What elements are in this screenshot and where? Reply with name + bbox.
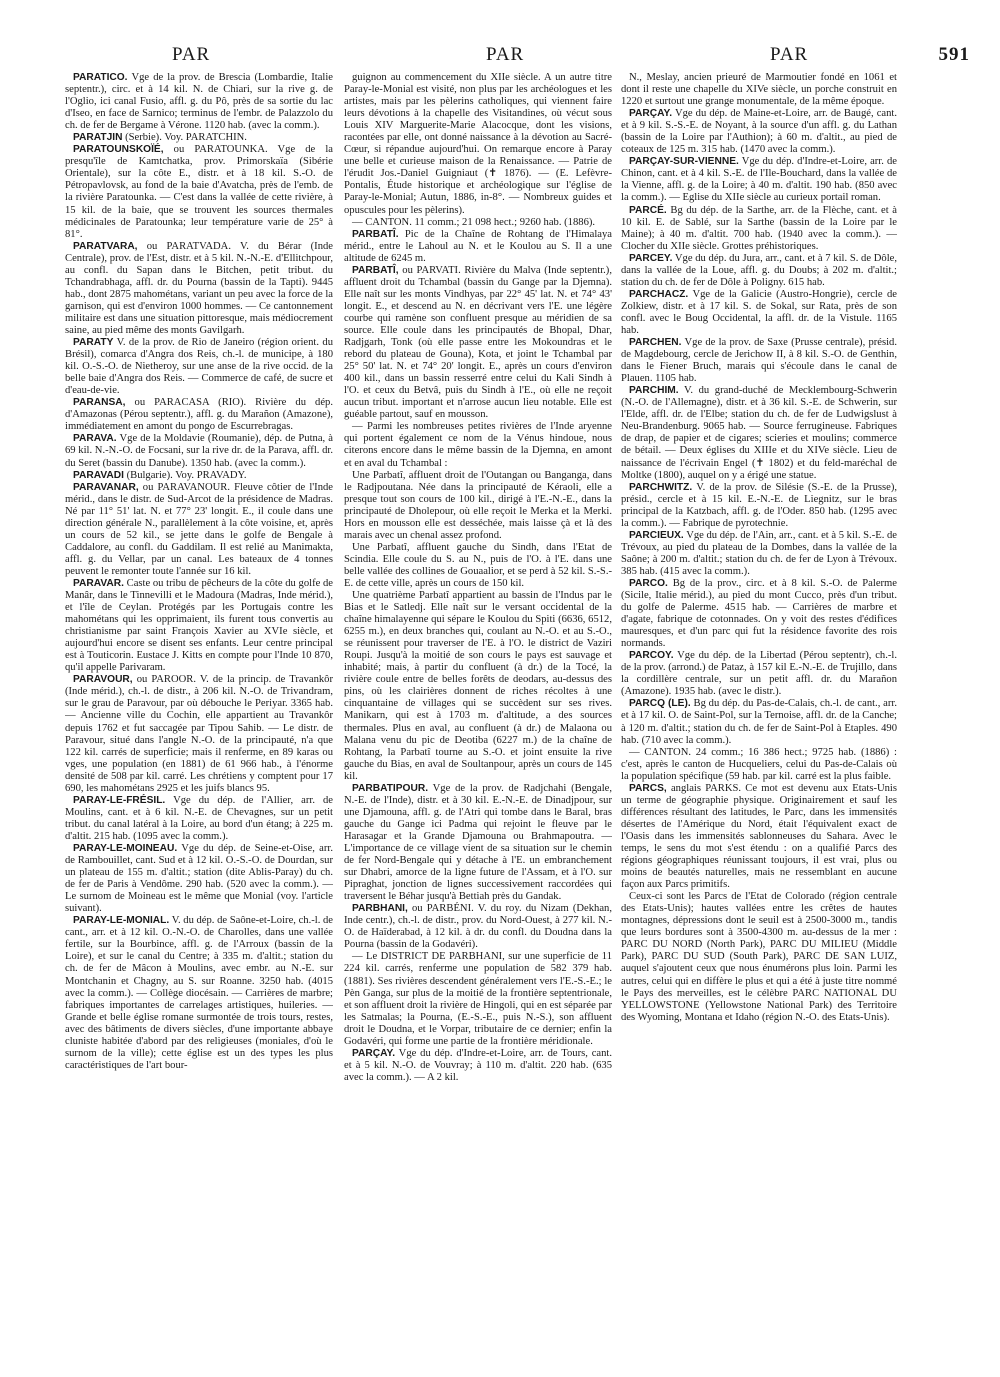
dictionary-entry bbox=[621, 650, 897, 698]
entry-headword: PARBATIPOUR. bbox=[352, 782, 429, 794]
dictionary-entry bbox=[621, 698, 897, 746]
entry-text: Une Parbatî, affluent droit de l'Outangan ou Banganga, dans le Radjpoutana. Née dans la principauté de Kéraoli, elle a presque tout son cours de 100 kil., dirigé à l'E.-N.-E., dans la principauté de Dholepour, où elle reçoit le Merka et la Merki. Hors en mousson elle est desséchée, mais laisse çà et là des marais avec un chenal assez profond. bbox=[344, 469, 612, 541]
entry-headword: PARCIEUX. bbox=[629, 529, 684, 541]
entry-text: V. de la prov. de Silésie (S.-E. de la Prusse), présid., cercle et à 15 kil. E.-N.-E. de Liegnitz, sur le bras principal de la Katzbach, affl. g. de l'Oder. 850 hab. (1295 avec la comm.). — Fabrique de pyrotechnie. bbox=[621, 481, 897, 529]
entry-text: — Parmi les nombreuses petites rivières de l'Inde aryenne qui portent également ce nom de la Vénus hindoue, nous citerons encore dans le même bassin de la Djemna, en amont et en aval du Tchambal : bbox=[344, 421, 612, 469]
entry-headword: PARCS, bbox=[629, 782, 667, 794]
entry-text: Vge du dép. de l'Allier, arr. de Moulins, cant. et à 6 kil. N.-E. de Chevagnes, sur un petit tribut. du canal latéral à la Loire, au bord d'un étang; à 225 m. d'altit. 215 hab. (1095 avec la comm.). bbox=[65, 794, 333, 842]
entry-text: Une Parbatî, affluent gauche du Sindh, dans l'Etat de Scindia. Elle coule du S. au N., puis de l'O. à l'E. dans une belle vallée des collines de Gouaalior, et se perd à 52 kil. S.-S.-E. de cette ville, après un cours de 150 kil. bbox=[344, 541, 612, 589]
dictionary-entry bbox=[65, 795, 333, 843]
header-center: PAR bbox=[486, 44, 525, 65]
dictionary-entry bbox=[344, 542, 612, 590]
dictionary-entry bbox=[621, 891, 897, 1024]
entry-text: ou PARBÉNI. V. du roy. du Nizam (Dekhan, Inde centr.), ch.-l. de distr., prov. du Nord-Ouest, à 277 kil. N.-O. de Haïderabad, à 12 kil. à dr. du confl. du Doudna dans la Pourna (bassin de la Godavéri). bbox=[344, 903, 612, 951]
entry-headword: PARAVANAR, bbox=[73, 481, 139, 493]
dictionary-entry bbox=[621, 530, 897, 578]
entry-text: Vge de la prov. de Brescia (Lombardie, Italie septentr.), circ. et à 14 kil. N. de Chiari, sur la rive g. de l'Oglio, ici canal Fusio, affl. g. du Pô, près de sa sortie du lac d'Iseo, en face de Sarnico; terminus de l'embr. de Palazzolo du ch. de fer de Bergame à Vérone. 1120 hab. (avec la comm.). bbox=[65, 72, 333, 132]
entry-text: ou PAROOR. V. de la princip. de Travankôr (Inde mérid.), ch.-l. de distr., à 206 kil. N.-O. de Trivandram, sur le grau de Paravour, par où débouche le Periyar. 3365 hab. — Ancienne ville du Cochin, elle appartient au Travankôr depuis 1762 et fut saccagée par Tipou Sahib. — Le distr. de Paravour, situé dans l'angle N.-O. de la principauté, n'a que 122 kil. carrés de superficie; mais il renferme, en 89 karas ou vges, une population (en 1881) de 61 966 hab., à l'énorme densité de 508 par kil. carré. Les chrétiens y comptent pour 17 690, les mahométans 2925 et les juifs blancs 95. bbox=[65, 674, 333, 794]
dictionary-entry bbox=[344, 265, 612, 422]
entry-headword: PARCÉ. bbox=[629, 204, 667, 216]
entry-headword: PARATY bbox=[73, 337, 114, 349]
entry-headword: PARBATÎ. bbox=[352, 228, 399, 240]
dictionary-entry bbox=[621, 747, 897, 783]
dictionary-entry bbox=[65, 674, 333, 794]
entry-text: Vge de la Galicie (Austro-Hongrie), cercle de Zolkiew, distr. et à 17 kil. S. de Sokal, sur Rata, près de son confl. avec le Boug Occidental, la affl. dr. de la Vistule. 1165 hab. bbox=[621, 288, 897, 336]
entry-headword: PARCHIM. bbox=[629, 385, 679, 397]
dictionary-entry bbox=[621, 482, 897, 530]
dictionary-entry bbox=[65, 397, 333, 433]
dictionary-entry bbox=[344, 72, 612, 217]
entry-headword: PARAVAR. bbox=[73, 577, 124, 589]
dictionary-entry bbox=[344, 903, 612, 951]
entry-text: (Serbie). Voy. PARATCHIN. bbox=[125, 132, 247, 144]
entry-headword: PARCEY. bbox=[629, 252, 673, 264]
entry-headword: PARBATÎ, bbox=[352, 264, 399, 276]
page-number: 591 bbox=[938, 44, 970, 65]
entry-text: (Bulgarie). Voy. PRAVADY. bbox=[126, 469, 247, 481]
entry-headword: PARATVARA, bbox=[73, 240, 138, 252]
entry-headword: PARCHWITZ. bbox=[629, 481, 693, 493]
entry-text: Bg du dép. du Pas-de-Calais, ch.-l. de cant., arr. et à 17 kil. O. de Saint-Pol, sur la Ternoise, affl. dr. de la Canche; à 120 m. d'altit.; station du ch. de fer de Saint-Pol à Etaples. 490 hab. (710 avec la comm.). bbox=[621, 698, 897, 746]
dictionary-entry bbox=[65, 241, 333, 337]
dictionary-entry bbox=[65, 132, 333, 144]
column-2 bbox=[344, 72, 612, 1368]
dictionary-entry bbox=[344, 217, 612, 229]
dictionary-entry bbox=[621, 578, 897, 650]
entry-headword: PARÇAY. bbox=[352, 1047, 396, 1059]
entry-headword: PARÇAY. bbox=[629, 108, 673, 120]
running-header bbox=[64, 44, 970, 74]
entry-headword: PARÇAY-SUR-VIENNE. bbox=[629, 156, 739, 168]
entry-text: Pic de la Chaîne de Rohtang de l'Himalaya mérid., entre le Lahoul au N. et le Koulou au S. Il a une altitude de 6245 m. bbox=[344, 228, 612, 264]
entry-text: V. du dép. de Saône-et-Loire, ch.-l. de cant., arr. et à 12 kil. O.-N.-O. de Charolles, dans une vallée fertile, sur la Bourbince, affl. g. de l'Arroux (bassin de la Loire), et sur le canal du Centre; à 335 m. d'altit.; station du ch. de fer de Mâcon à Moulins, avec embr. au N.-E. sur Montchanin et Chagny, au S. sur Roanne. 3250 hab. (4015 avec la comm.). — Collège diocésain. — Carrières de marbre; fabriques importantes de carrelages artistiques, huileries. — Grande et belle église romane surmontée de trois tours, restes, avec des bâtiments de divers siècles, d'une importante abbaye cluniste habitée d'abord par des religieuses (moniales, d'où le surnom de la ville); cette église est un des types les plus caractéristiques de l'art bour- bbox=[65, 915, 333, 1071]
entry-headword: PARAY-LE-FRÉSIL. bbox=[73, 794, 166, 806]
entry-headword: PARAVA. bbox=[73, 433, 117, 445]
dictionary-entry bbox=[344, 1048, 612, 1084]
dictionary-entry bbox=[621, 72, 897, 108]
entry-text: ou PARACASA (RIO). Rivière du dép. d'Amazonas (Pérou septentr.), affl. g. du Marañon (Amazone), immédiatement en amont du pongo de Escurrebragas. bbox=[65, 397, 333, 433]
dictionary-entry bbox=[65, 578, 333, 674]
entry-text: ou PARATOUNKA. Vge de la presqu'île de Kamtchatka, prov. Primorskaïa (Sibérie Orientale), sur la côte E., distr. et à 18 kil. S.-O. de Pétropavlovsk, au fond de la baie d'Avatcha, près de l'emb. de la rivière Paratounka. — C'est dans la vallée de cette rivière, à 15 kil. de la baie, que se trouvent les sources thermales médicinales de Paratounka; leur température varie de 25° à 81°. bbox=[65, 144, 333, 240]
dictionary-entry bbox=[65, 470, 333, 482]
entry-headword: PARAY-LE-MONIAL. bbox=[73, 915, 170, 927]
entry-headword: PARCOY. bbox=[629, 650, 674, 662]
entry-text: ou PARATVADA. V. du Bérar (Inde Centrale), prov. de l'Est, distr. et à 5 kil. N.-N.-E. d'Ellitchpour, au confl. du Sapan dans le Bitchen, petit tribut. du Tchandrabhaga, affl. dr. du Pourna (bassin de la Tapti). 9445 hab., dont 2875 mahométans, variant un peu avec la force de la garnison, qui est d'environ 1000 hommes. — Ce cantonnement militaire est dans une situation pittoresque, mais médiocrement saine, au pied même des monts Gavilgarh. bbox=[65, 240, 333, 336]
dictionary-entry bbox=[344, 590, 612, 783]
dictionary-entry bbox=[65, 433, 333, 469]
entry-text: — CANTON. 24 comm.; 16 386 hect.; 9725 hab. (1886) : c'est, après le canton de Hucqueliers, celui du Pas-de-Calais où la population spécifique (59 hab. par kil. carré est la plus faible. bbox=[621, 746, 897, 782]
entry-headword: PARCHACZ. bbox=[629, 288, 689, 300]
dictionary-entry bbox=[65, 337, 333, 397]
dictionary-entry bbox=[621, 289, 897, 337]
entry-text: Bg de la prov., circ. et à 8 kil. S.-O. de Palerme (Sicile, Italie mérid.), au pied du mont Cucco, près d'un tribut. du golfe de Palerme. 4515 hab. — Carrières de marbre et d'agate, fabrique de cotonnades. On y voit des restes d'édifices mauresques, et d'un parc qui fut la résidence favorite des rois normands. bbox=[621, 577, 897, 650]
entry-text: ou PARVATI. Rivière du Malva (Inde septentr.), affluent droit du Tchambal (bassin du Gange par la Djemna). Elle naît sur les monts Vindhyas, par 22° 45' lat. N. et 74° 43' longit. E., et descend au N. en décrivant vers l'E. une légère courbe qui ramène son confluent presque au méridien de sa source. Elle coule dans les principautés de Bhopal, Dhar, Radjgarh, Tonk (où elle passe entre les Mokoundras et le rebord du plateau de Gouna), Kota, et joint le Tchambal par 25° 50' lat. N. et 74° 20' longit. E., après un cours d'environ 400 kil., dans un bassin resserré entre celui du Kali Sindh à l'O. et ceux du Betvâ, puis du Sindh à l'E., où elle ne reçoit aucun tribut. important et n'arrose aucun lieu notable. Elle est guéable partout, sauf en mousson. bbox=[344, 264, 612, 421]
dictionary-entry bbox=[344, 421, 612, 469]
entry-headword: PARATJIN bbox=[73, 132, 123, 144]
entry-headword: PARANSA, bbox=[73, 397, 126, 409]
dictionary-entry bbox=[621, 108, 897, 156]
entry-text: Vge de la Moldavie (Roumanie), dép. de Putna, à 69 kil. N.-N.-O. de Focsani, sur la rive dr. de la Parava, affl. dr. du Seret (bassin du Danube). 1350 hab. (avec la comm.). bbox=[65, 433, 333, 469]
entry-headword: PARATICO. bbox=[73, 72, 128, 83]
entry-headword: PARAY-LE-MOINEAU. bbox=[73, 843, 178, 854]
entry-text: Bg du dép. de la Sarthe, arr. de la Flèche, cant. et à 10 kil. E. de Sablé, sur la Sarthe (bassin de la Loire par le Maine); à 40 m. d'altit. 700 hab. (1940 avec la comm.). — Clocher du XIIe siècle. Grottes préhistoriques. bbox=[621, 204, 897, 252]
header-left: PAR bbox=[172, 44, 211, 65]
dictionary-entry bbox=[344, 229, 612, 265]
dictionary-entry bbox=[621, 337, 897, 385]
entry-text: Vge du dép. de Seine-et-Oise, arr. de Rambouillet, cant. Sud et à 12 kil. O.-S.-O. de Dourdan, sur un plateau de 155 m. d'altit.; station (dite Ablis-Paray) du ch. de fer de Paris à Vendôme. 290 hab. (520 avec la comm.). — Le surnom de Moineau est le même que Monial (voy. l'article suivant). bbox=[65, 843, 333, 915]
entry-text: Ceux-ci sont les Parcs de l'Etat de Colorado (région centrale des Etats-Unis); hautes vallées entre les crêtes de hautes montagnes, dépressions dont le seuil est à 2500-3000 m., tandis que leurs bordures sont à 3500-4300 m. au-dessus de la mer : PARC DU NORD (North Park), PARC DU MILIEU (Middle Park), PARC DU SUD (South Park), PARC DE SAN LUIZ, auquel s'ajoutent ceux que nous énumérons plus loin. Parmi les autres, celui qui en diffère le plus et qui a été à juste titre nommé le Pays des merveilles, est le célèbre PARC NATIONAL DU YELLOWSTONE (Yellowstone National Park) des Territoire des Wyoming, Montana et Idaho (région N.-O. des Etats-Unis). bbox=[621, 891, 897, 1023]
dictionary-entry bbox=[344, 951, 612, 1047]
entry-text: Vge de la prov. de Radjchahi (Bengale, N.-E. de l'Inde), distr. et à 30 kil. E.-N.-E. de Dinadjpour, sur une Djamouna, affl. g. de l'Atri qui tombe dans le Baral, bras gauche du Gange ici Padma qui rejoint le fleuve par le Harasagar et la Grande Djamouna ou Brahmapoutra. — L'importance de ce village vient de sa situation sur le chemin de fer Nord-Bengale qui y détache à l'E. un embranchement sur Dhabri, amorce de la ligne future de l'Assam, et à l'O. sur Pipraghat, jonction de lignes successivement raccordées qui traversent le Béhar jusqu'à Bettiah près du Gandak. bbox=[344, 782, 612, 903]
entry-text: Vge de la prov. de Saxe (Prusse centrale), présid. de Magdebourg, cercle de Jerichow II, à 8 kil. S.-O. de Genthin, dans le Fiener Bruch, marais qui s'écoule dans le canal de Plauen. 1105 hab. bbox=[621, 337, 897, 385]
entry-text: Une quatrième Parbatî appartient au bassin de l'Indus par le Bias et le Satledj. Elle naît sur le versant occidental de la chaîne himalayenne qui sépare le Koulou du Spiti (6636, 6512, 6255 m.), en deux branches qui, coulant au N.-O. et au S.-O., se réunissent pour traverser de l'E. à l'O. le district de Vaziri Roupi. Jusqu'à la moitié de son cours le pays est sauvage et inhabité; mais, à partir du confluent (à dr.) de la Tocé, la rivière coule entre de belles forêts de deodars, au-dessus des pins, où les clairières donnent de riches récoltes à une cinquantaine de villages qui se succèdent sur ses rives. Manikarn, qui est à 1703 m. d'altitude, a des sources thermales. Plus en aval, au confluent (à dr.) de Malaona ou Malana venu du pic de Deotiba (6227 m.) de la chaîne de Rohtang, la Parbatî tourne au S.-O. et joint ensuite la rive gauche du Bias, en aval de Soultanpour, après un cours de 145 kil. bbox=[344, 590, 612, 782]
entry-text: N., Meslay, ancien prieuré de Marmoutier fondé en 1061 et dont il reste une chapelle du XIVe siècle, un porche construit en 1220 et surtout une grange monumentale, de la même époque. bbox=[621, 72, 897, 108]
dictionary-entry bbox=[621, 385, 897, 481]
entry-text: — Le DISTRICT DE PARBHANI, sur une superficie de 11 224 kil. carrés, renferme une population de 582 379 hab. (1881). Ses rivières descendent généralement vers l'E.-S.-E.; le Pèn Ganga, sur plus de la moitié de la frontière septentrionale, et son affluent droit la rivière de Hingoli, qui en est séparée par les Satmalas; la Pourna, (E.-S.-E., puis N.-S.), son affluent droit le Doudna, et le Vorpar, tributaire de ce dernier; enfin la Godavéri, qui forme une partie de la frontière méridionale. bbox=[344, 951, 612, 1047]
entry-text: Vge du dép. d'Indre-et-Loire, arr. de Tours, cant. et à 5 kil. N.-O. de Vouvray; à 110 m. d'altit. 220 hab. (635 avec la comm.). — A 2 kil. bbox=[344, 1047, 612, 1083]
entry-headword: PARAVOUR, bbox=[73, 674, 133, 686]
header-right: PAR bbox=[770, 44, 809, 65]
dictionary-entry bbox=[344, 470, 612, 542]
dictionary-entry bbox=[621, 253, 897, 289]
dictionary-entry bbox=[65, 482, 333, 578]
dictionary-entry bbox=[65, 915, 333, 1072]
entry-text: Vge du dép. de Maine-et-Loire, arr. de Baugé, cant. et à 9 kil. S.-S.-E. de Noyant, à la source d'un affl. g. du Lathan (bassin de la Loire par l'Authion); à 60 m. d'altit., au pied de coteaux de 125 m. 315 hab. (1470 avec la comm.). bbox=[621, 108, 897, 156]
entry-text: ou PARAVANOUR. Fleuve côtier de l'Inde mérid., dans le distr. de Sud-Arcot de la présidence de Madras. Né par 11° 51' lat. N. et 77° 23' longit. E., il coule dans une direction générale N., parallèlement à la côte voisine, et, après un cours de 52 kil., se jette dans le golfe de Bengale à Caddalore, au confl. du Gaddilam. Il est relié au Manimakta, affl. g. du Vellar, par un canal. Les bateaux de 4 tonnes peuvent le remonter toute l'année sur 16 kil. bbox=[65, 481, 333, 577]
column-1 bbox=[65, 72, 333, 1368]
entry-headword: PARCHEN. bbox=[629, 337, 682, 349]
entry-headword: PARBHANI, bbox=[352, 903, 408, 915]
dictionary-entry bbox=[65, 144, 333, 240]
entry-text: anglais PARKS. Ce mot est devenu aux Etats-Unis un terme de géographie physique. Originairement et sauf les différences résultant des latitudes, le Parc, dans les immensités désertes de l'Amérique du Nord, était l'équivalent exact de l'Oasis dans les immensités sablonneuses du Sahara. Avec le temps, le sens du mot s'est étendu : on a qualifié Parcs des régions géographiques réunissant toujours, il est vrai, plus ou moins de beautés naturelles, mais ne ressemblant en aucune façon aux Parcs primitifs. bbox=[621, 782, 897, 891]
dictionary-entry bbox=[65, 72, 333, 132]
entry-headword: PARCQ (LE). bbox=[629, 698, 691, 710]
dictionary-entry bbox=[621, 205, 897, 253]
entry-text: Vge du dép. de la Libertad (Pérou septentr), ch.-l. de la prov. (arrond.) de Pataz, à 157 kil E.-N.-E. de Trujillo, dans la cordillère centrale, sur un petit affl. dr. du Marañon (Amazone). 1935 hab. (avec le distr.). bbox=[621, 650, 897, 698]
entry-text: V. de la prov. de Rio de Janeiro (région orient. du Brésil), comarca d'Angra dos Reis, ch.-l. de municipe, à 180 kil. O.-S.-O. de Nietheroy, sur une anse de la rive occid. de la belle baie d'Angra dos Reis. — Commerce de café, de sucre et d'eau-de-vie. bbox=[65, 337, 333, 397]
entry-headword: PARAVADI bbox=[73, 469, 124, 481]
column-3 bbox=[621, 72, 897, 1368]
entry-text: — CANTON. 11 comm.; 21 098 hect.; 9260 hab. (1886). bbox=[352, 216, 596, 228]
dictionary-entry bbox=[65, 843, 333, 915]
entry-text: Caste ou tribu de pêcheurs de la côte du golfe de Manâr, dans le Tinnevilli et le Madoura (Madras, Inde mérid.), et l'île de Ceylan. Protégés par les Portugais contre les mahométans qui les opprimaient, ils furent tous convertis au christianisme par saint François Xavier au XVIe siècle, et aujourd'hui encore se disent ses enfants. Leur centre principal est à Touticorin. Eustace J. Kitts en compte pour l'Inde 10 870, qu'il appelle Parivaram. bbox=[65, 577, 333, 674]
dictionary-entry bbox=[344, 783, 612, 903]
entry-text: V. du grand-duché de Mecklembourg-Schwerin (N.-O. de l'Allemagne), distr. et à 36 kil. S.-E. de Schwerin, sur l'Elde, affl. dr. de l'Elbe; station du ch. de fer de Ludwigslust à Neu-Brandenburg. 9065 hab. — Source ferrugineuse. Fabriques de drap, de papier et de cigares; scieries et moulins; commerce de bétail. — Deux églises du XIIIe et du XIVe siècle. Lieu de naissance de l'écrivain Engel (✝ 1802) et du feld-maréchal de Moltke (1800), auquel on y a érigé une statue. bbox=[621, 385, 897, 481]
dictionary-entry bbox=[621, 156, 897, 204]
dictionary-entry bbox=[621, 783, 897, 891]
entry-headword: PARCO. bbox=[629, 577, 668, 589]
entry-headword: PARATOUNSKOÏÉ, bbox=[73, 144, 164, 156]
entry-text: Vge du dép. du Jura, arr., cant. et à 7 kil. S. de Dôle, dans la vallée de la Loue, affl. g. du Doubs; à 202 m. d'altit.; station du ch. de fer de Dôle à Poligny. 615 hab. bbox=[621, 252, 897, 288]
entry-text: guignon au commencement du XIIe siècle. A un autre titre Paray-le-Monial est visité, non plus par les archéologues et les artistes, mais par les pèlerins catholiques, qui viennent faire leurs dévotions à la chapelle des Visitandines, où vécut sous Louis XIV Marguerite-Marie Alacocque, dont les visions, racontées par elle, ont donné naissance à la dévotion au Sacré-Cœur, si répandue aujourd'hui. On remarque encore à Paray une belle et curieuse maison de la Renaissance. — Patrie de l'érudit Jos.-Daniel Guigniaut (✝ 1876). — (E. Lefèvre-Pontalis, Étude historique et archéologique sur l'église de Paray-le-Monial; Autun, 1886, in-8°. — Nombreux guides et opuscules pour les pèlerins). bbox=[344, 72, 612, 216]
entry-text: Vge du dép. de l'Ain, arr., cant. et à 5 kil. S.-E. de Trévoux, au pied du plateau de la Dombes, dans la vallée de la Saône; à 200 m. d'altit.; station du ch. de fer de Lyon à Trévoux. 385 hab. (415 avec la comm.). bbox=[621, 529, 897, 577]
entry-text: Vge du dép. d'Indre-et-Loire, arr. de Chinon, cant. et à 4 kil. S.-E. de l'Ile-Bouchard, dans la vallée de la Vienne, affl. g. de la Loire; à 40 m. d'altit. 190 hab. (850 avec la comm.). — Eglise du XIIe siècle au curieux portail roman. bbox=[621, 156, 897, 204]
